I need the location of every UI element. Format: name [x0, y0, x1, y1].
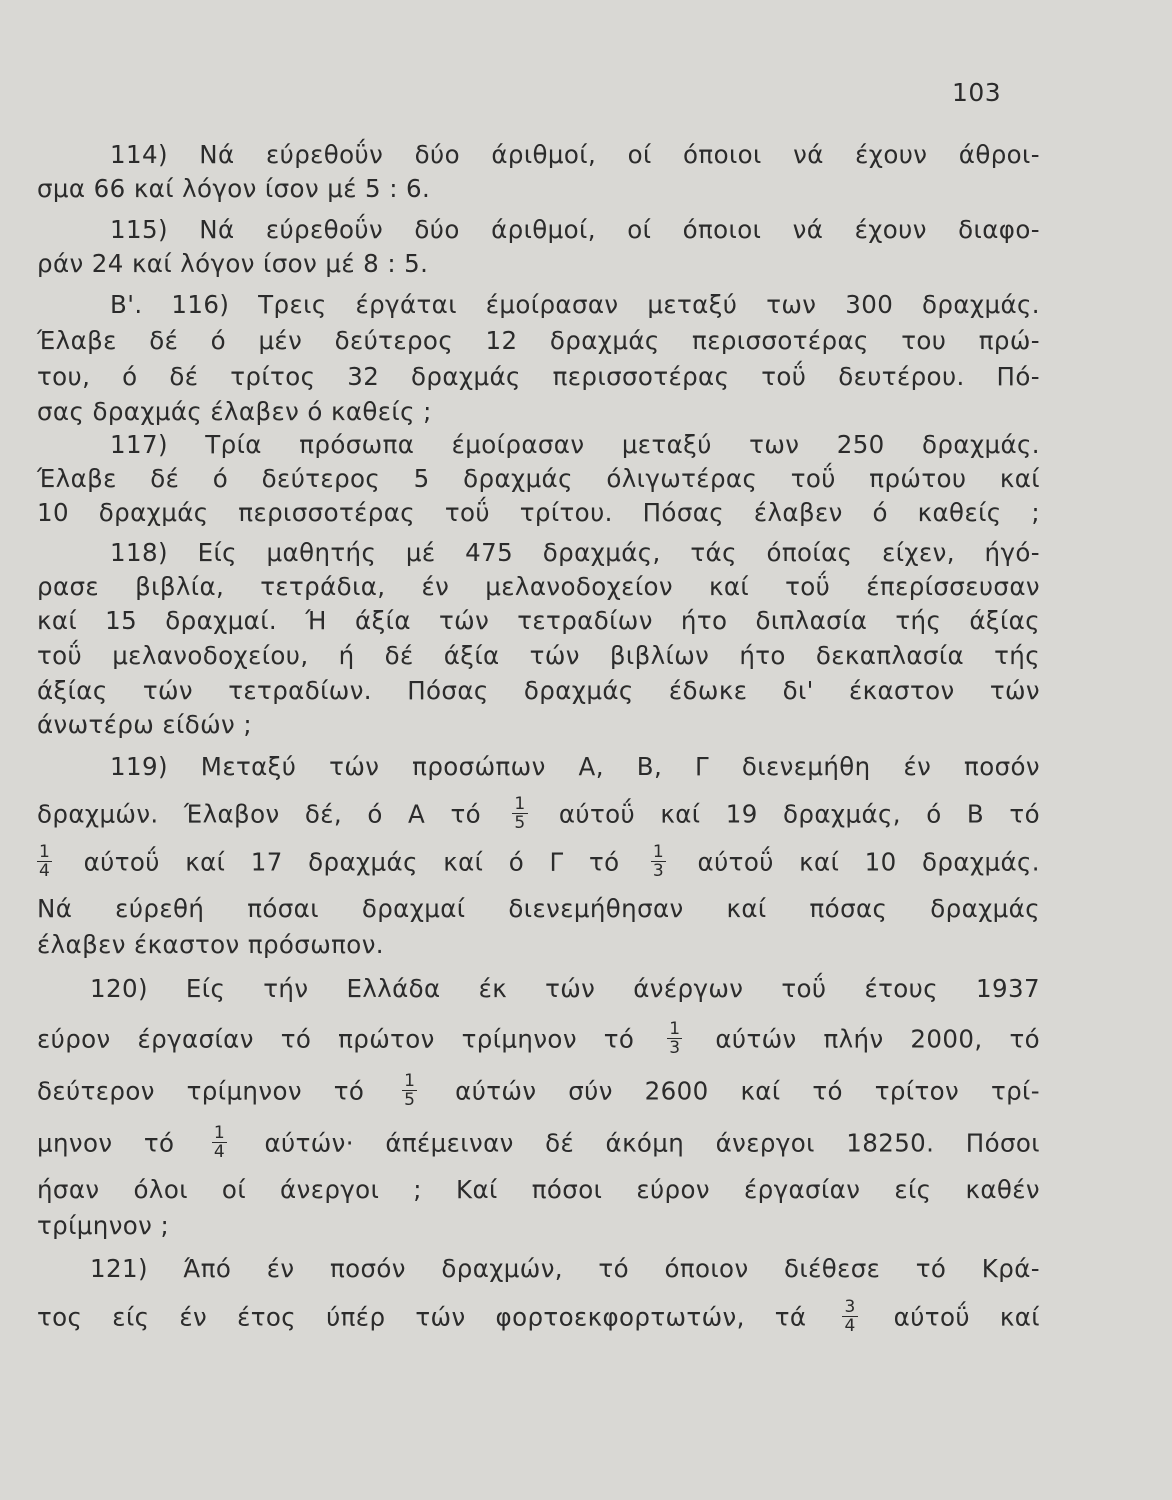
- problem-120-line-3: [37, 1071, 1040, 1111]
- problem-114-line-2: σμα 66 καί λόγον ίσον μέ 5 : 6.: [37, 174, 431, 203]
- problem-117-line-3: 10 δραχμάς περισσοτέρας τοΰ τρίτου. Πόσας έλαβεν ό καθείς ;: [37, 498, 1040, 527]
- problem-119-line-4: Νά εύρεθή πόσαι δραχμαί διενεμήθησαν καί πόσας δραχμάς: [37, 894, 1040, 923]
- problem-120-line-2: [37, 1019, 1040, 1059]
- problem-116-line-1: Β'. 116) Τρεις έργάται έμοίρασαν μεταξύ των 300 δραχμάς.: [110, 290, 1040, 319]
- fraction-one-quarter: $\frac{1}{4}$: [213, 1123, 226, 1162]
- problem-120-line-4: [37, 1123, 1040, 1163]
- problem-121-line-2-start: τος είς έν έτος ύπέρ τών φορτοεκφορτωτών, τά: [37, 1302, 807, 1332]
- problem-119-line-5: έλαβεν έκαστον πρόσωπον.: [37, 930, 384, 959]
- problem-116-line-2: Έλαβε δέ ό μέν δεύτερος 12 δραχμάς περισσοτέρας του πρώ-: [37, 326, 1040, 355]
- problem-118-line-1: 118) Είς μαθητής μέ 475 δραχμάς, τάς όποίας είχεν, ήγό-: [110, 538, 1040, 567]
- problem-119-line-2-start: δραχμών. Έλαβον δέ, ό Α τό: [37, 799, 482, 829]
- problem-119-line-3-end: αύτοΰ καί 10 δραχμάς.: [697, 847, 1040, 877]
- problem-118-line-6: άνωτέρω είδών ;: [37, 710, 252, 739]
- problem-120-line-3-start: δεύτερον τρίμηνον τό: [37, 1076, 365, 1106]
- problem-119-line-2-end: αύτοΰ καί 19 δραχμάς, ό Β τό: [558, 799, 1040, 829]
- problem-118-line-5: άξίας τών τετραδίων. Πόσας δραχμάς έδωκε δι' έκαστον τών: [37, 676, 1040, 705]
- fraction-three-quarters: $\frac{3}{4}$: [844, 1297, 856, 1336]
- problem-115-line-1: 115) Νά εύρεθοΰν δύο άριθμοί, οί όποιοι νά έχουν διαφο-: [110, 215, 1040, 244]
- problem-116-line-4: σας δραχμάς έλαβεν ό καθείς ;: [37, 397, 432, 426]
- problem-118-line-3: καί 15 δραχμαί. Ή άξία τών τετραδίων ήτο διπλασία τής άξίας: [37, 606, 1040, 635]
- problem-117-line-2: Έλαβε δέ ό δεύτερος 5 δραχμάς όλιγωτέρας τοΰ πρώτου καί: [37, 464, 1040, 493]
- problem-120-line-4-start: μηνον τό: [37, 1128, 175, 1158]
- problem-119-line-3: [37, 842, 1040, 882]
- problem-120-line-5: ήσαν όλοι οί άνεργοι ; Καί πόσοι εύρον έργασίαν είς καθέν: [37, 1175, 1040, 1204]
- problem-117-line-1: 117) Τρία πρόσωπα έμοίρασαν μεταξύ των 250 δραχμάς.: [110, 430, 1040, 459]
- problem-114-line-1: 114) Νά εύρεθοΰν δύο άριθμοί, οί όποιοι νά έχουν άθροι-: [110, 140, 1040, 169]
- problem-120-line-4-end: αύτών· άπέμειναν δέ άκόμη άνεργοι 18250. Πόσοι: [264, 1128, 1040, 1158]
- fraction-one-third: $\frac{1}{3}$: [669, 1019, 681, 1058]
- problem-120-line-3-end: αύτών σύν 2600 καί τό τρίτον τρί-: [455, 1076, 1040, 1106]
- problem-120-line-1: 120) Είς τήν Ελλάδα έκ τών άνέργων τοΰ έτους 1937: [90, 974, 1040, 1003]
- fraction-one-quarter: $\frac{1}{4}$: [39, 842, 51, 881]
- problem-121-line-2: [37, 1297, 1040, 1337]
- problem-121-line-1: 121) Άπό έν ποσόν δραχμών, τό όποιον διέθεσε τό Κρά-: [90, 1254, 1040, 1283]
- problem-119-line-3-middle: αύτοΰ καί 17 δραχμάς καί ό Γ τό: [83, 847, 620, 877]
- page-number: 103: [952, 78, 1002, 107]
- fraction-one-fifth: $\frac{1}{5}$: [404, 1071, 416, 1110]
- fraction-one-third: $\frac{1}{3}$: [652, 842, 665, 881]
- problem-120-line-2-end: αύτών πλήν 2000, τό: [715, 1024, 1040, 1054]
- fraction-one-fifth: $\frac{1}{5}$: [514, 794, 526, 833]
- problem-121-line-2-end: αύτοΰ καί: [893, 1302, 1040, 1332]
- problem-118-line-4: τοΰ μελανοδοχείου, ή δέ άξία τών βιβλίων ήτο δεκαπλασία τής: [37, 641, 1040, 670]
- problem-115-line-2: ράν 24 καί λόγον ίσον μέ 8 : 5.: [37, 249, 429, 278]
- problem-116-line-3: του, ό δέ τρίτος 32 δραχμάς περισσοτέρας τοΰ δευτέρου. Πό-: [37, 362, 1040, 391]
- problem-118-line-2: ρασε βιβλία, τετράδια, έν μελανοδοχείον καί τοΰ έπερίσσευσαν: [37, 572, 1040, 601]
- problem-120-line-6: τρίμηνον ;: [37, 1211, 170, 1240]
- problem-119-line-1: 119) Μεταξύ τών προσώπων Α, Β, Γ διενεμήθη έν ποσόν: [110, 752, 1040, 781]
- problem-120-line-2-start: εύρον έργασίαν τό πρώτον τρίμηνον τό: [37, 1024, 635, 1054]
- problem-119-line-2: [37, 794, 1040, 834]
